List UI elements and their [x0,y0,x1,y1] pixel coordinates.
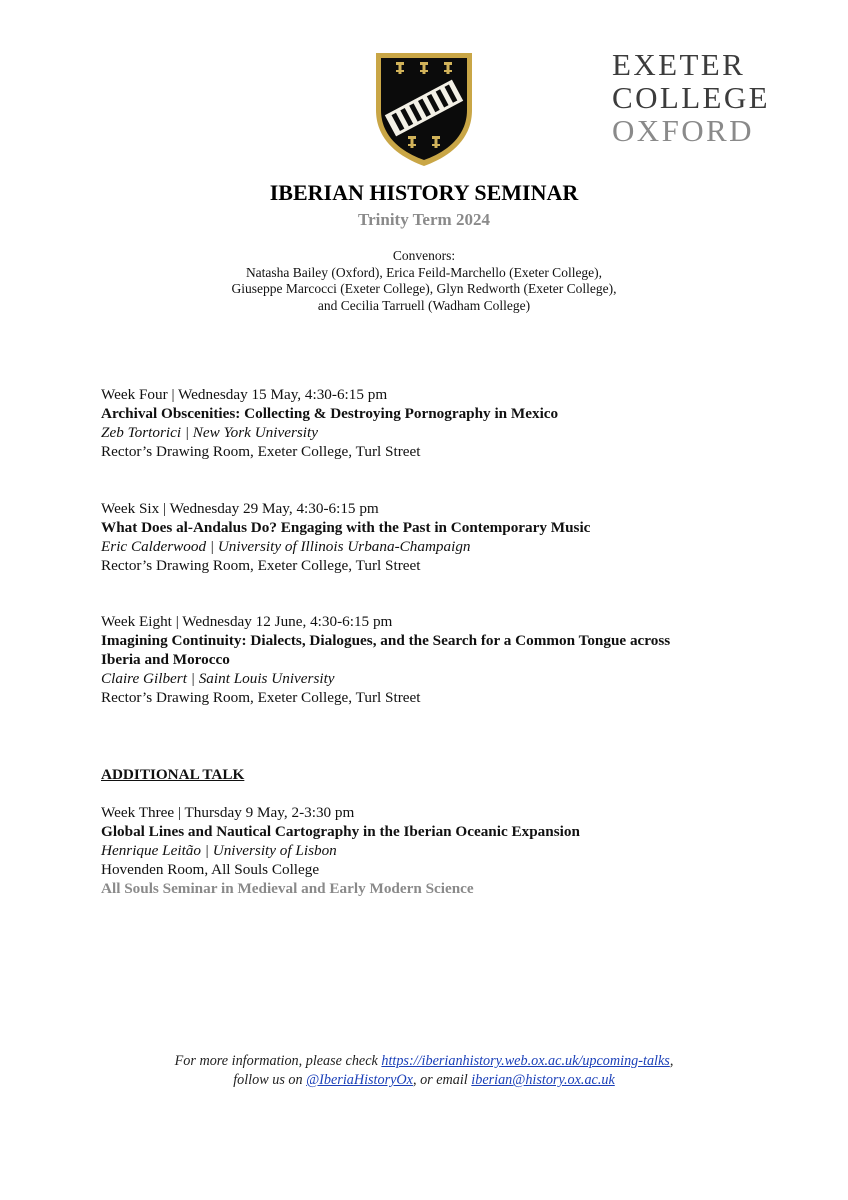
wordmark-line-college: COLLEGE [612,80,770,115]
event-when: Week Three | Thursday 9 May, 2-3:30 pm [101,804,355,821]
event-title-line-2: Iberia and Morocco [101,651,230,668]
event-venue: Hovenden Room, All Souls College [101,861,320,878]
footer-text: follow us on [233,1072,307,1088]
convenors-label: Convenors: [392,248,456,263]
footer-text: For more information, please check [174,1053,382,1069]
additional-talk-heading: ADDITIONAL TALK [101,766,245,783]
event-week-four [101,385,801,461]
email-link[interactable]: iberian@history.ox.ac.uk [471,1072,615,1088]
exeter-college-wordmark [612,48,802,147]
event-venue: Rector’s Drawing Room, Exeter College, Turl Street [101,557,421,574]
event-title: Global Lines and Nautical Cartography in the Iberian Oceanic Expansion [101,823,580,840]
event-when: Week Eight | Wednesday 12 June, 4:30-6:15 pm [101,613,393,630]
event-speaker: Zeb Tortorici | New York University [101,424,318,441]
footer-text: , or email [412,1072,472,1088]
event-week-six [101,499,801,575]
seminar-term: Trinity Term 2024 [358,210,490,229]
event-week-eight [101,612,801,707]
event-additional-talk [101,803,801,898]
event-title: Archival Obscenities: Collecting & Destroying Pornography in Mexico [101,405,559,422]
event-speaker: Claire Gilbert | Saint Louis University [101,670,335,687]
convenors-line-1: Natasha Bailey (Oxford), Erica Feild-Marchello (Exeter College), [245,264,603,280]
seminar-title: IBERIAN HISTORY SEMINAR [269,180,579,205]
footer-line-2 [0,1071,848,1090]
event-when: Week Six | Wednesday 29 May, 4:30-6:15 pm [101,500,379,517]
event-speaker: Henrique Leitão | University of Lisbon [101,842,337,859]
event-venue: Rector’s Drawing Room, Exeter College, Turl Street [101,689,421,706]
footer-text: , [669,1053,674,1069]
upcoming-talks-link[interactable]: https://iberianhistory.web.ox.ac.uk/upcoming-talks [381,1053,670,1069]
event-title-line-1: Imagining Continuity: Dialects, Dialogues, and the Search for a Common Tongue across [101,632,671,649]
convenors-line-2: Giuseppe Marcocci (Exeter College), Glyn Redworth (Exeter College), [231,281,617,296]
convenors-block [0,248,848,314]
twitter-handle-link[interactable]: @IberiaHistoryOx [306,1072,413,1088]
event-venue: Rector’s Drawing Room, Exeter College, Turl Street [101,443,421,460]
event-title: What Does al-Andalus Do? Engaging with the Past in Contemporary Music [101,519,591,536]
footer-info [0,1052,848,1090]
exeter-college-crest-icon [372,50,476,168]
wordmark-line-exeter: EXETER [612,47,746,82]
event-when: Week Four | Wednesday 15 May, 4:30-6:15 pm [101,386,388,403]
event-series: All Souls Seminar in Medieval and Early Modern Science [101,880,474,897]
convenors-line-3: and Cecilia Tarruell (Wadham College) [317,297,531,313]
footer-line-1 [0,1052,848,1071]
event-speaker: Eric Calderwood | University of Illinois Urbana-Champaign [101,538,471,555]
wordmark-line-oxford: OXFORD [612,113,754,148]
